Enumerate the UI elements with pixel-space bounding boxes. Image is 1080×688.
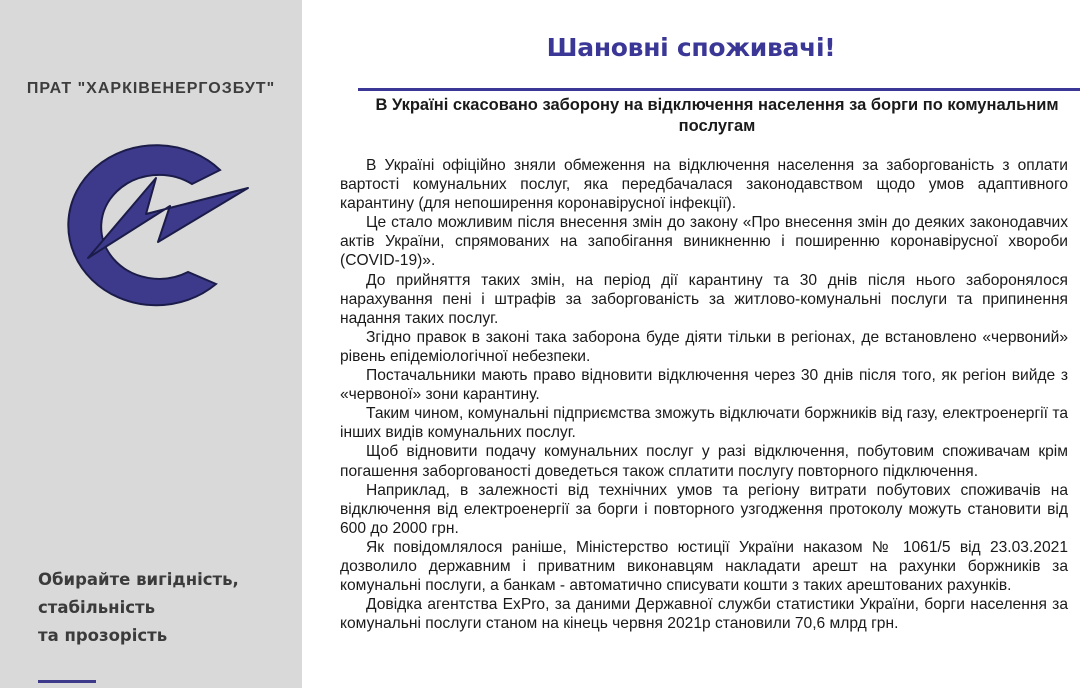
article-paragraph: Постачальники мають право відновити відключення через 30 днів після того, як регіон вийде з «червоної» зони карантину.: [340, 367, 1068, 404]
page-title: Шановні споживачі!: [546, 33, 836, 62]
slogan-line-1: Обирайте вигідність,: [38, 570, 239, 589]
main-content: [302, 0, 1080, 688]
article-paragraph: Як повідомлялося раніше, Міністерство юстиції України наказом № 1061/5 від 23.03.2021 дозволило державним і приватним виконавцям накладати арешт на рахунки боржників за комунальні послуги, а банкам - автоматично списувати кошти з таких арештованих рахунків.: [340, 538, 1068, 595]
sidebar-divider: [38, 680, 96, 683]
article-paragraph: В Україні офіційно зняли обмеження на відключення населення за заборгованість з оплати вартості комунальних послуг, яка передбачалася законодавством щодо умов адаптивного карантину (для непоширення коронавірусної інфекції).: [340, 157, 1068, 213]
slogan-line-3: та прозорість: [38, 626, 168, 645]
article-subtitle: В Україні скасовано заборону на відключення населення за борги по комунальним послугам: [375, 96, 1059, 135]
slogan-line-2: стабільність: [38, 598, 156, 617]
article-paragraph: До прийняття таких змін, на період дії карантину та 30 днів після нього заборонялося нарахування пені і штрафів за заборгованість за житлово-комунальні послуги та припинення надання таких послуг.: [340, 271, 1068, 327]
title-divider: [358, 88, 1080, 91]
article-paragraph: Згідно правок в законі така заборона буде діяти тільки в регіонах, де встановлено «червоний» рівень епідеміологічної небезпеки.: [340, 328, 1068, 365]
company-name: ПРАТ "ХАРКІВЕНЕРГОЗБУТ": [26, 80, 276, 97]
lightning-c-logo-icon: [38, 122, 268, 322]
article-paragraph: Це стало можливим після внесення змін до закону «Про внесення змін до деяких законодавчих актів України, спрямованих на запобігання виникненню і поширенню коронавірусної хвороби (COVID-19)».: [340, 214, 1068, 270]
article-body: [340, 156, 1068, 633]
slogan: [38, 566, 298, 650]
article-paragraph: Наприклад, в залежності від технічних умов та регіону витрати побутових споживачів на відключення від електроенергії за борги і повторного узгодження протоколу можуть становити від 600 до 2000 грн.: [340, 481, 1068, 537]
article-paragraph: Таким чином, комунальні підприємства зможуть відключати боржників від газу, електроенергії та інших видів комунальних послуг.: [340, 405, 1068, 442]
article-paragraph: Довідка агентства ExPro, за даними Державної служби статистики України, борги населення за комунальні послуги станом на кінець червня 2021р становили 70,6 млрд грн.: [340, 596, 1068, 633]
article-paragraph: Щоб відновити подачу комунальних послуг у разі відключення, побутовим споживачам крім погашення заборгованості доведеться також сплатити послугу повторного підключення.: [340, 443, 1068, 480]
sidebar: [0, 0, 302, 688]
